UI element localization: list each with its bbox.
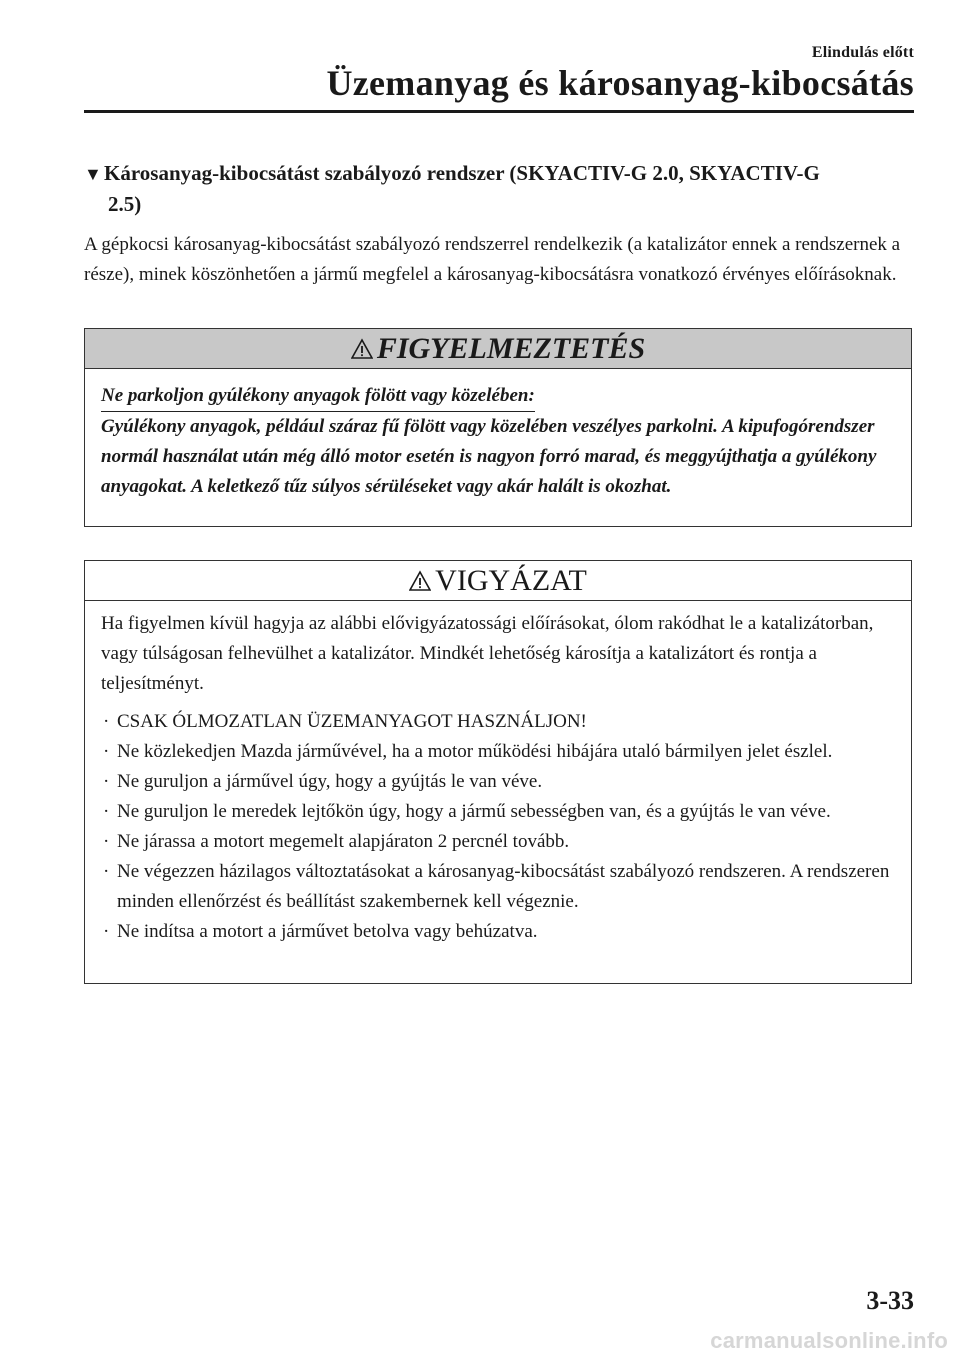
list-item: [101, 767, 895, 797]
list-item: [101, 737, 895, 767]
caution-title: VIGYÁZAT: [435, 563, 587, 597]
running-header-section: Elindulás előtt: [811, 44, 914, 61]
list-item: [101, 857, 895, 917]
section-heading-line2: 2.5): [108, 192, 142, 216]
list-item-text: CSAK ÓLMOZATLAN ÜZEMANYAGOT HASZNÁLJON!: [117, 711, 587, 732]
list-item-text: Ne járassa a motort megemelt alapjáraton 2 percnél tovább.: [117, 831, 570, 852]
list-item-text: Ne indítsa a motort a járművet betolva vagy behúzatva.: [117, 921, 538, 942]
bullet-icon: ·: [103, 711, 110, 732]
page-number: 3-33: [866, 1286, 914, 1315]
warning-box-header: [85, 329, 911, 369]
list-item: [101, 707, 895, 737]
list-item-text: Ne guruljon a járművel úgy, hogy a gyújtás le van véve.: [117, 771, 543, 792]
caution-body: [85, 601, 911, 947]
list-item: [101, 827, 895, 857]
list-item: [101, 917, 895, 947]
warning-box: [84, 328, 912, 527]
caution-box: [84, 560, 912, 984]
running-header-title: Üzemanyag és károsanyag-kibocsátás: [326, 63, 914, 103]
triangle-down-icon: ▼: [84, 164, 102, 184]
caution-box-header: [85, 561, 911, 601]
bullet-icon: ·: [103, 741, 110, 762]
list-item-text: Ne guruljon le meredek lejtőkön úgy, hogy a jármű sebességben van, és a gyújtás le van véve.: [117, 801, 831, 822]
section-heading-line1: Károsanyag-kibocsátást szabályozó rendszer (SKYACTIV-G 2.0, SKYACTIV-G: [104, 161, 820, 185]
warning-title: FIGYELMEZTETÉS: [376, 331, 646, 365]
bullet-icon: ·: [103, 921, 110, 942]
warning-heading: Ne parkoljon gyúlékony anyagok fölött vagy közelében:: [101, 381, 535, 412]
bullet-icon: ·: [103, 831, 110, 852]
warning-triangle-icon: [351, 338, 373, 360]
bullet-icon: ·: [103, 771, 110, 792]
header-divider: [84, 110, 914, 113]
caution-triangle-icon: [409, 570, 431, 592]
bullet-icon: ·: [103, 801, 110, 822]
list-item-text: Ne végezzen házilagos változtatásokat a károsanyag-kibocsátást szabályozó rendszeren. A rendszeren minden ellenőrzést és beállítást szakembernek kell végeznie.: [117, 861, 890, 912]
caution-intro: Ha figyelmen kívül hagyja az alábbi elővigyázatossági előírásokat, ólom rakódhat le a katalizátorban, vagy túlságosan felhevülhet a katalizátor. Mindkét lehetőség károsítja a katalizátort és rontja a teljesítményt.: [101, 613, 874, 694]
bullet-icon: ·: [103, 861, 110, 882]
section-intro: A gépkocsi károsanyag-kibocsátást szabályozó rendszerrel rendelkezik (a katalizátor ennek a rendszernek a része), minek köszönhetően a jármű megfelel a károsanyag-kibocsátásra vonatkozó érvényes előírásoknak.: [84, 234, 901, 285]
warning-text: Gyúlékony anyagok, például száraz fű fölött vagy közelében veszélyes parkolni. A kipufogórendszer normál használat után még álló motor esetén is nagyon forró marad, és meggyújthatja a gyúlékony anyagokat. A keletkező tűz súlyos sérüléseket vagy akár halált is okozhat.: [101, 416, 877, 497]
list-item-text: Ne közlekedjen Mazda járművével, ha a motor működési hibájára utaló bármilyen jelet észlel.: [117, 741, 833, 762]
warning-body: [85, 369, 911, 502]
watermark: carmanualsonline.info: [710, 1328, 948, 1353]
list-item: [101, 797, 895, 827]
caution-list: [101, 707, 895, 947]
section-heading: [84, 158, 914, 219]
